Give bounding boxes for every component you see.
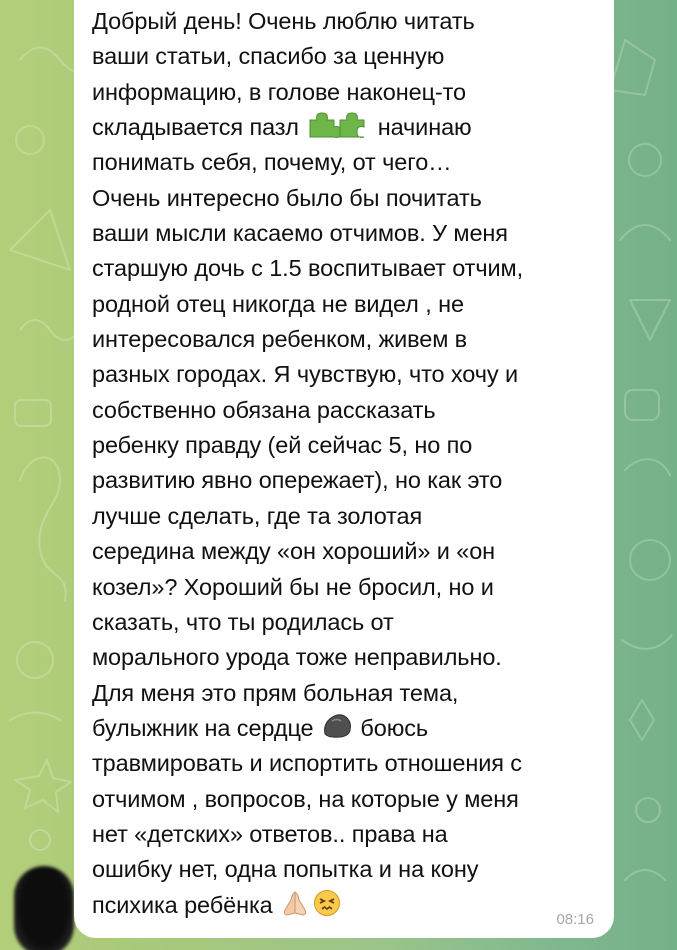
doodle-icon (610, 40, 655, 95)
message-line-part: складывается пазл (92, 114, 299, 141)
message-line-part: боюсь (360, 714, 429, 741)
rock-icon (322, 712, 352, 740)
message-line: информацию, в голове наконец-то (92, 78, 467, 105)
message-line-part: психика ребёнка (92, 891, 273, 918)
doodle-icon (15, 400, 51, 426)
doodle-icon (625, 390, 659, 420)
message-line: сказать, что ты родилась от (92, 608, 394, 635)
message-line (92, 888, 602, 923)
doodle-icon (17, 642, 53, 678)
doodle-icon (16, 126, 44, 154)
message-line (92, 110, 602, 145)
doodle-icon (630, 700, 654, 740)
message-line: родной отец никогда не видел , не (92, 290, 464, 317)
doodle-icon (630, 300, 670, 340)
doodle-icon (30, 830, 50, 850)
message-line: отчимом , вопросов, на которые у меня (92, 785, 519, 812)
doodle-icon (20, 320, 80, 340)
doodle-icon (629, 144, 661, 176)
message-line: ошибку нет, одна попытка и на кону (92, 856, 479, 883)
praying-hands-icon (281, 889, 309, 917)
message-line (92, 711, 602, 746)
message-line: лучше сделать, где та золотая (92, 502, 423, 529)
message-line: интересовался ребенком, живем в (92, 326, 468, 353)
message-bubble[interactable] (74, 0, 614, 938)
message-line: козел»? Хороший бы не бросил, но и (92, 573, 494, 600)
message-line: старшую дочь с 1.5 воспитывает отчим, (92, 255, 523, 282)
message-line: ребенку правду (ей сейчас 5, но по (92, 432, 473, 459)
message-line: середина между «он хороший» и «он (92, 538, 496, 565)
message-line: морального урода тоже неправильно. (92, 644, 502, 671)
message-line: ваши мысли касаемо отчимов. У меня (92, 220, 508, 247)
doodle-icon (630, 540, 670, 580)
message-line: травмировать и испортить отношения с (92, 750, 522, 777)
doodle-icon (620, 225, 670, 240)
message-text (92, 4, 602, 923)
doodle-icon (625, 459, 670, 475)
doodle-icon (15, 760, 71, 812)
message-line-part: начинаю (377, 114, 472, 141)
puzzle-piece-icon (307, 111, 369, 139)
doodle-icon (625, 870, 665, 880)
message-line: ваши статьи, спасибо за ценную (92, 43, 445, 70)
message-line: разных городах. Я чувствую, что хочу и (92, 361, 518, 388)
message-line: Для меня это прям больная тема, (92, 679, 459, 706)
doodle-icon (636, 798, 660, 822)
message-line: Добрый день! Очень люблю читать (92, 8, 475, 34)
persevering-face-icon (313, 889, 341, 917)
doodle-icon (622, 635, 672, 649)
message-line-part: булыжник на сердце (92, 714, 314, 741)
doodle-icon (10, 713, 60, 721)
message-line: понимать себя, почему, от чего… (92, 149, 452, 176)
doodle-icon (20, 458, 66, 601)
sender-avatar[interactable] (14, 866, 74, 950)
message-line: собственно обязана рассказать (92, 396, 436, 423)
message-line: развитию явно опережает), но как это (92, 467, 503, 494)
message-line: нет «детских» ответов.. права на (92, 820, 448, 847)
message-timestamp: 08:16 (556, 911, 594, 928)
message-line: Очень интересно было бы почитать (92, 184, 482, 211)
doodle-icon (10, 210, 70, 270)
